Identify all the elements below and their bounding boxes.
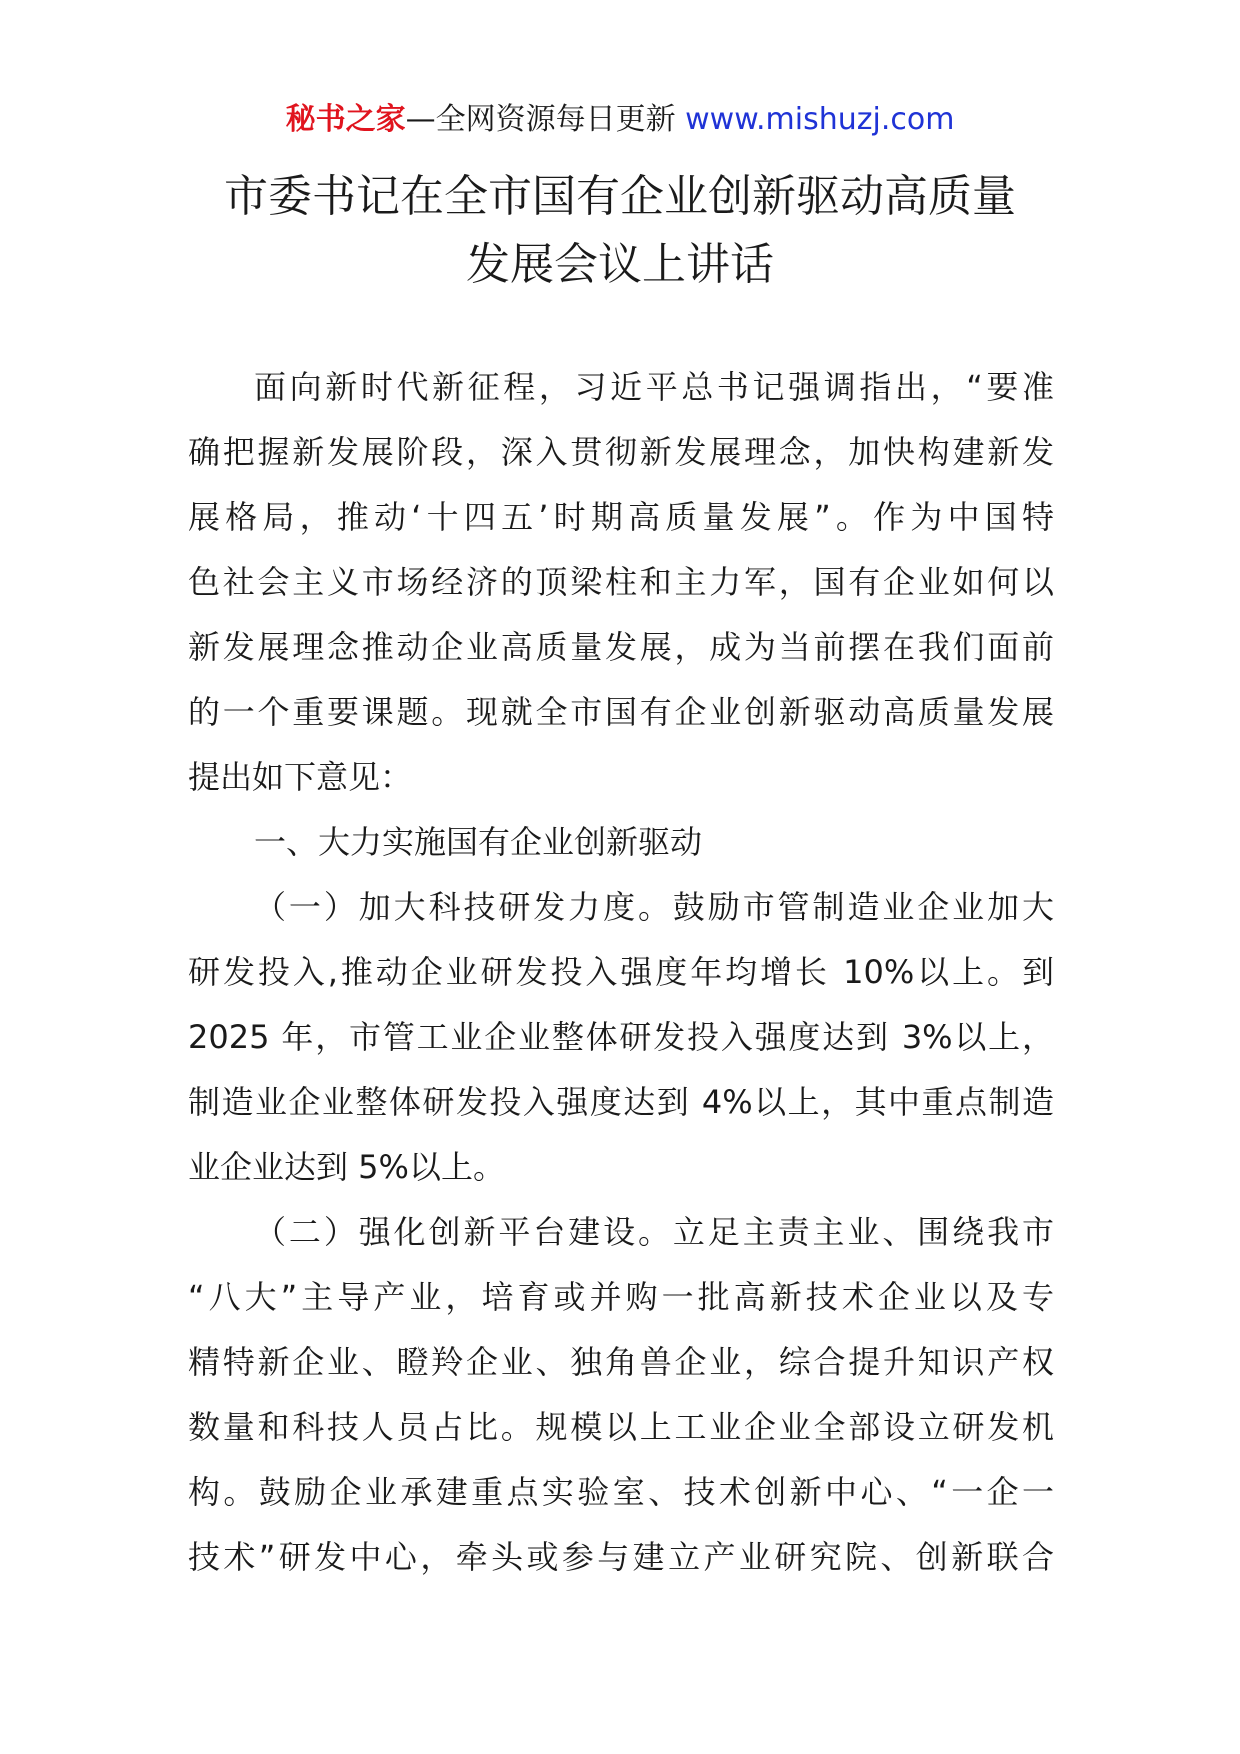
item2-line: （二）强化创新平台建设。立足主责主业、围绕我市 <box>254 1213 1054 1251</box>
intro-line: 色社会主义市场经济的顶梁柱和主力军，国有企业如何以 <box>188 563 1054 601</box>
brand-tagline: —全网资源每日更新 <box>405 102 676 137</box>
item2-line: “八大”主导产业，培育或并购一批高新技术企业以及专 <box>188 1278 1054 1316</box>
item1-line: （一）加大科技研发力度。鼓励市管制造业企业加大 <box>254 888 1054 926</box>
title-line-2: 发展会议上讲话 <box>466 239 774 290</box>
intro-line: 的一个重要课题。现就全市国有企业创新驱动高质量发展 <box>188 693 1054 731</box>
document-title <box>120 163 1120 299</box>
item1-line: 2025 年，市管工业企业整体研发投入强度达到 3%以上， <box>188 1018 1054 1056</box>
intro-line: 面向新时代新征程，习近平总书记强调指出，“要准 <box>254 368 1054 406</box>
item2-line: 精特新企业、瞪羚企业、独角兽企业，综合提升知识产权 <box>188 1343 1054 1381</box>
site-header <box>0 100 1240 140</box>
item1-line: 业企业达到 5%以上。 <box>188 1148 505 1186</box>
intro-line: 确把握新发展阶段，深入贯彻新发展理念，加快构建新发 <box>188 433 1054 471</box>
site-url[interactable]: www.mishuzj.com <box>685 102 955 137</box>
document-body <box>188 355 1054 1590</box>
section-heading: 一、大力实施国有企业创新驱动 <box>254 823 703 861</box>
item2-line: 数量和科技人员占比。规模以上工业企业全部设立研发机 <box>188 1408 1054 1446</box>
intro-line: 新发展理念推动企业高质量发展，成为当前摆在我们面前 <box>188 628 1054 666</box>
item1-line: 制造业企业整体研发投入强度达到 4%以上，其中重点制造 <box>188 1083 1054 1121</box>
intro-line: 展格局，推动‘十四五’时期高质量发展”。作为中国特 <box>188 498 1054 536</box>
intro-line: 提出如下意见： <box>188 758 413 796</box>
title-line-1: 市委书记在全市国有企业创新驱动高质量 <box>224 171 1016 222</box>
item2-line: 构。鼓励企业承建重点实验室、技术创新中心、“一企一 <box>188 1473 1054 1511</box>
item2-line: 技术”研发中心，牵头或参与建立产业研究院、创新联合 <box>188 1538 1054 1576</box>
brand-name: 秘书之家 <box>285 102 406 137</box>
item1-line: 研发投入,推动企业研发投入强度年均增长 10%以上。到 <box>188 953 1054 991</box>
